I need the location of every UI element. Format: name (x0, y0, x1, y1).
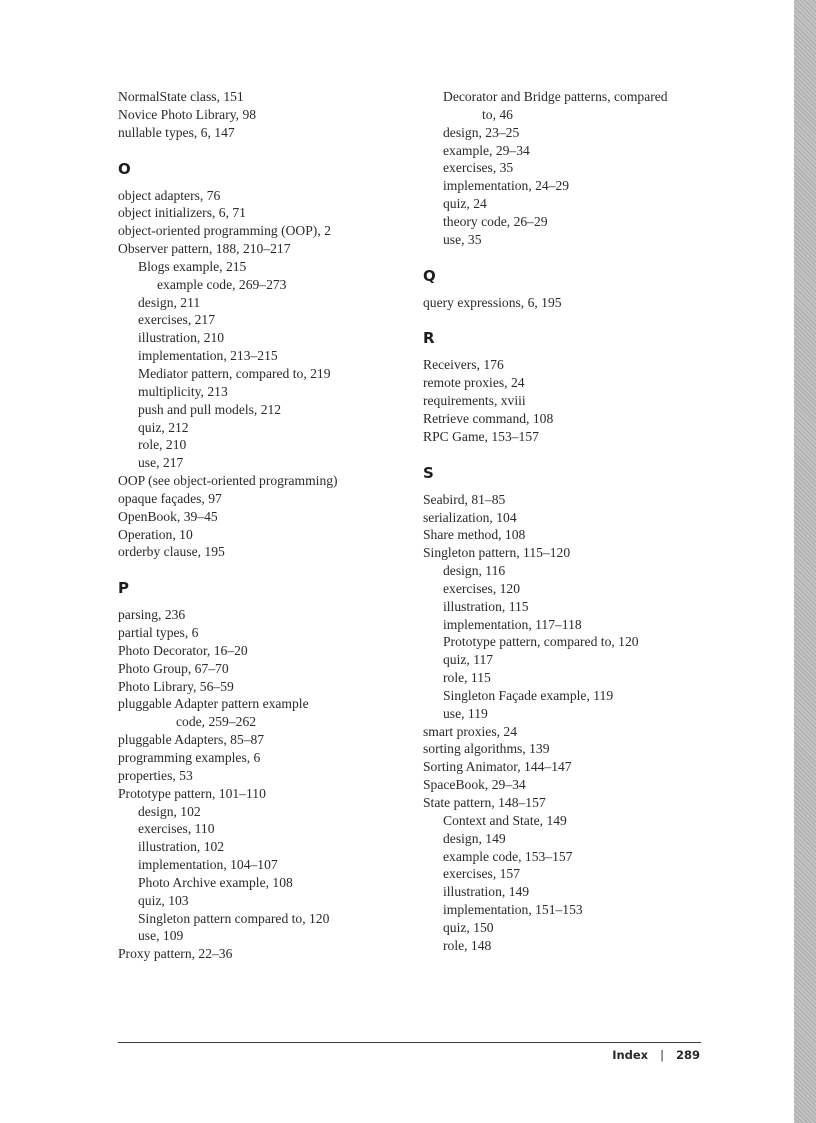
index-subentry: design, 149 (443, 830, 506, 846)
index-subentry: implementation, 24–29 (443, 178, 570, 194)
index-subentry: use, 109 (138, 928, 184, 944)
index-subentry: quiz, 103 (138, 892, 189, 908)
index-subentry: Photo Archive example, 108 (138, 874, 293, 890)
index-entry: Photo Library, 56–59 (118, 678, 234, 694)
footer-separator: | (660, 1048, 664, 1062)
index-subentry: exercises, 35 (443, 160, 514, 176)
index-subentry: example code, 153–157 (443, 848, 573, 864)
index-subentry: implementation, 213–215 (138, 348, 278, 364)
index-entry: properties, 53 (118, 767, 193, 783)
index-subentry: example, 29–34 (443, 142, 530, 158)
index-subentry: exercises, 157 (443, 866, 521, 882)
index-entry: nullable types, 6, 147 (118, 124, 235, 140)
index-entry: Singleton pattern, 115–120 (423, 545, 571, 561)
index-entry: Receivers, 176 (423, 357, 504, 373)
index-entry: query expressions, 6, 195 (423, 294, 562, 310)
index-subentry: implementation, 117–118 (443, 616, 582, 632)
index-entry: NormalState class, 151 (118, 89, 244, 104)
index-entry: programming examples, 6 (118, 750, 261, 765)
index-subentry: role, 210 (138, 437, 187, 453)
index-subentry: role, 148 (443, 937, 492, 953)
index-entry: OOP (see object-oriented programming) (118, 473, 338, 489)
index-subentry: illustration, 102 (138, 839, 225, 855)
section-letter-q: Q (423, 266, 436, 285)
index-subentry: code, 259–262 (176, 714, 257, 730)
index-entry: Photo Decorator, 16–20 (118, 642, 248, 658)
index-entry: sorting algorithms, 139 (423, 741, 550, 757)
index-subentry: exercises, 110 (138, 821, 215, 837)
index-subentry: exercises, 120 (443, 580, 521, 596)
index-entry: parsing, 236 (118, 607, 186, 623)
index-entry: pluggable Adapters, 85–87 (118, 732, 265, 748)
index-entry: State pattern, 148–157 (423, 795, 546, 810)
index-entry: object-oriented programming (OOP), 2 (118, 223, 331, 239)
index-subentry: Singleton Façade example, 119 (443, 687, 614, 703)
index-entry: Prototype pattern, 101–110 (118, 785, 266, 801)
index-entry: smart proxies, 24 (423, 723, 518, 739)
page-footer (612, 1048, 700, 1062)
index-subentry: example code, 269–273 (157, 276, 287, 292)
index-entry: remote proxies, 24 (423, 375, 525, 391)
index-subentry: Context and State, 149 (443, 812, 567, 828)
index-entry: Photo Group, 67–70 (118, 660, 229, 676)
index-subentry: push and pull models, 212 (138, 401, 282, 417)
index-entry: opaque façades, 97 (118, 490, 222, 506)
index-subentry: implementation, 151–153 (443, 902, 583, 918)
index-subentry: Blogs example, 215 (138, 258, 247, 274)
index-entry: RPC Game, 153–157 (423, 428, 539, 444)
index-entry: Operation, 10 (118, 526, 193, 542)
index-subentry: multiplicity, 213 (138, 383, 228, 399)
index-entry: Share method, 108 (423, 527, 526, 543)
footer-section-title: Index (612, 1048, 649, 1062)
index-entry: Sorting Animator, 144–147 (423, 759, 572, 775)
index-entry: Proxy pattern, 22–36 (118, 946, 233, 962)
index-entry: Retrieve command, 108 (423, 410, 554, 426)
index-subentry: theory code, 26–29 (443, 213, 548, 229)
index-entry: SpaceBook, 29–34 (423, 777, 526, 793)
index-entry: object adapters, 76 (118, 187, 221, 203)
index-entry: partial types, 6 (118, 625, 199, 641)
index-subentry: design, 23–25 (443, 124, 520, 140)
index-entry: Observer pattern, 188, 210–217 (118, 241, 291, 257)
page-number: 289 (675, 1048, 700, 1062)
index-subentry: exercises, 217 (138, 312, 216, 328)
page-edge-shading (794, 0, 816, 1123)
index-subentry: Decorator and Bridge patterns, compared (443, 89, 668, 104)
index-subentry: implementation, 104–107 (138, 857, 278, 873)
index-entry: object initializers, 6, 71 (118, 205, 246, 221)
index-entry: Novice Photo Library, 98 (118, 106, 257, 122)
section-letter-s: S (423, 463, 434, 482)
index-subentry: illustration, 149 (443, 884, 530, 900)
index-subentry: illustration, 115 (443, 598, 529, 614)
index-subentry: Singleton pattern compared to, 120 (138, 910, 330, 926)
index-subentry: quiz, 150 (443, 919, 494, 935)
footer-rule (118, 1042, 701, 1043)
index-subentry: use, 119 (443, 705, 488, 721)
index-subentry: design, 211 (138, 294, 201, 310)
index-entry: pluggable Adapter pattern example (118, 696, 309, 712)
index-subentry: design, 116 (443, 563, 506, 579)
index-column-left (118, 88, 408, 963)
index-entry: requirements, xviii (423, 393, 526, 409)
index-subentry: Prototype pattern, compared to, 120 (443, 634, 639, 650)
index-subentry: quiz, 212 (138, 419, 189, 435)
section-letter-p: P (118, 579, 129, 598)
section-letter-r: R (423, 329, 435, 348)
index-subentry: use, 35 (443, 231, 482, 247)
index-entry: Seabird, 81–85 (423, 491, 506, 507)
index-subentry: illustration, 210 (138, 330, 225, 346)
section-letter-o: O (118, 159, 131, 178)
index-subentry: role, 115 (443, 670, 491, 686)
index-subentry: quiz, 24 (443, 196, 487, 212)
index-entry: orderby clause, 195 (118, 544, 225, 560)
index-subentry: to, 46 (482, 106, 513, 122)
index-entry: OpenBook, 39–45 (118, 508, 218, 524)
index-subentry: quiz, 117 (443, 652, 494, 668)
index-column-right (423, 88, 723, 955)
index-subentry: use, 217 (138, 455, 184, 471)
index-entry: serialization, 104 (423, 509, 517, 525)
index-subentry: Mediator pattern, compared to, 219 (138, 365, 331, 381)
index-subentry: design, 102 (138, 803, 201, 819)
